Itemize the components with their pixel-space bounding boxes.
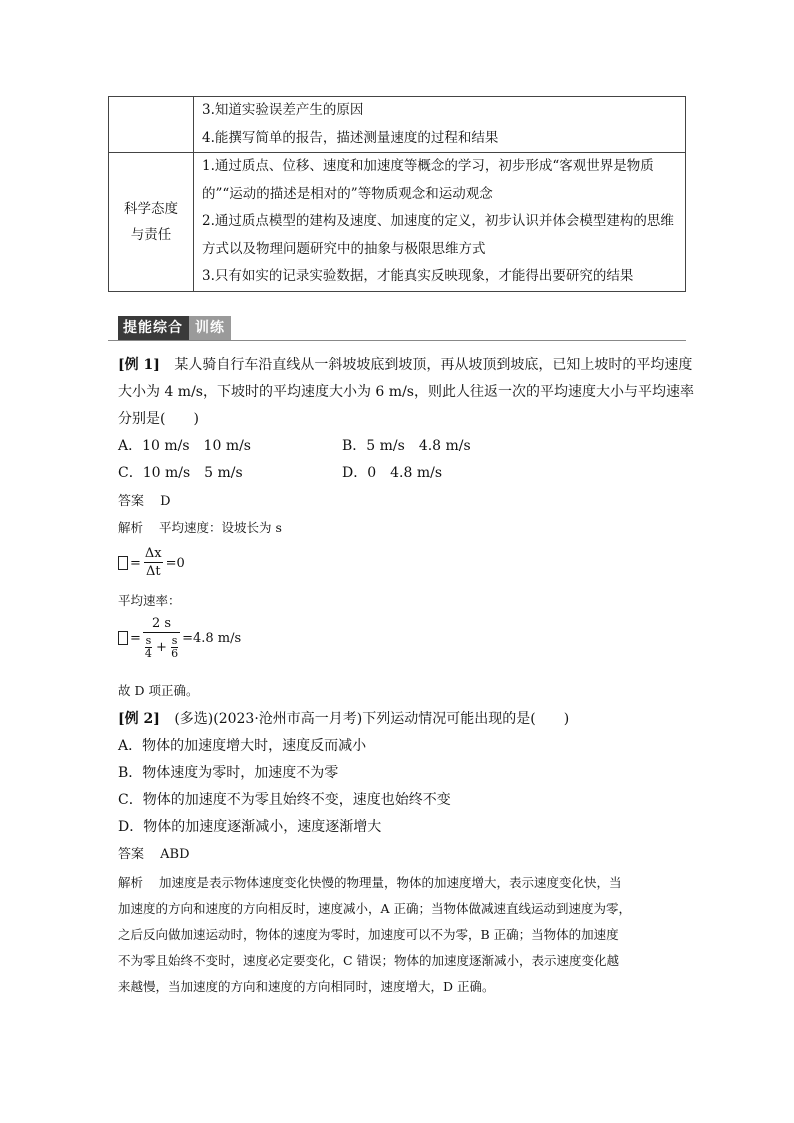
table-line: 3.知道实验误差产生的原因 [202,102,364,118]
table-row [109,153,686,292]
table-line: 3.只有如实的记录实验数据，才能真实反映现象，才能得出要研究的结果 [202,268,634,284]
example2-question-line [118,706,569,732]
table-row [109,97,686,153]
answer-label: 答案 [118,494,145,509]
fraction [143,616,180,660]
speed-symbol-icon [118,631,128,645]
example1-option-c: C．10 m/s 5 m/s [118,465,243,481]
table-line: 方式以及物理问题研究中的抽象与极限思维方式 [202,240,486,257]
mini-numerator: s [145,634,152,647]
example1-question-text: 某人骑自行车沿直线从一斜坡坡底到坡顶，再从坡顶到坡底，已知上坡时的平均速度 [174,357,693,373]
table-content-cell [194,153,686,292]
banner-title: 提能综合 [118,316,189,340]
example2-answer [118,842,190,868]
example2-label: [例 2] [118,711,160,727]
table-content-cell [194,97,686,153]
example1-option-b: B．5 m/s 4.8 m/s [342,438,471,454]
example1-question-line: 分别是( ) [118,411,199,427]
analysis-text: 加速度是表示物体速度变化快慢的物理量，物体的加速度增大，表示速度变化快，当 [159,875,622,890]
example1-option-d: D．0 4.8 m/s [342,465,443,481]
formula-result: =4.8 m/s [182,630,242,646]
example2-analysis-line: 加速度的方向和速度的方向相反时，速度减小，A 正确；当物体做减速直线运动到速度为零， [118,901,632,916]
example1-label: [例 1] [118,357,160,373]
example1-answer [118,489,171,515]
section-divider [108,340,686,341]
answer-label: 答案 [118,847,145,862]
mini-numerator: s [171,634,178,647]
mini-fraction [171,635,178,660]
velocity-symbol-icon [118,556,128,570]
example2-analysis-line: 之后反向做加速运动时，物体的速度为零时，加速度可以不为零，B 正确；当物体的加速度 [118,927,619,942]
analysis-intro: 平均速度：设坡长为 s [159,520,282,535]
table-label-line: 科学态度 [124,200,178,217]
average-speed-label: 平均速率： [118,593,181,608]
mini-denominator: 4 [144,647,152,660]
example1-question-line [118,352,692,378]
example1-conclusion: 故 D 项正确。 [118,683,199,698]
answer-value: D [160,494,171,509]
table-line: 的”“运动的描述是相对的”等物质观念和运动观念 [202,185,493,202]
example2-option-c: C．物体的加速度不为零且始终不变，速度也始终不变 [118,792,451,808]
example2-analysis-line [118,870,622,896]
mini-denominator: 6 [171,647,179,660]
table-line: 4.能撰写简单的报告，描述测量速度的过程和结果 [202,129,499,146]
table-line: 1.通过质点、位移、速度和加速度等概念的学习，初步形成“客观世界是物质 [202,158,654,174]
plus-sign: + [156,640,167,655]
section-banner [118,316,231,340]
example2-analysis-line: 来越慢，当加速度的方向和速度的方向相同时，速度增大，D 正确。 [118,979,495,994]
average-speed-formula: = 2 s $\frac{s}{4}$ + $\frac{s}{6}$ =4.8 m/s [118,616,241,660]
table-label-cell-empty [109,97,194,153]
example1-question-line: 大小为 4 m/s，下坡时的平均速度大小为 6 m/s，则此人往返一次的平均速度大小与平均速率 [118,384,694,400]
mini-fraction [145,635,152,660]
average-velocity-formula: = $\frac{\Delta x}{\Delta t}$ =0 [118,546,185,580]
banner-subtitle: 训练 [189,316,231,340]
analysis-label: 解析 [118,520,144,535]
table-label-cell [109,153,194,292]
example2-question-text: (多选)(2023·沧州市高一月考)下列运动情况可能出现的是( ) [174,711,570,727]
table-line: 2.通过质点模型的建构及速度、加速度的定义，初步认识并体会模型建构的思维 [202,213,674,229]
fraction [143,546,164,580]
example1-option-a: A．10 m/s 10 m/s [118,438,251,454]
formula-result: =0 [165,555,185,571]
analysis-label: 解析 [118,875,144,890]
fraction-denominator [143,632,180,660]
fraction-numerator: 2 s [151,616,172,631]
fraction-denominator: Δt [145,564,161,579]
example2-option-b: B．物体速度为零时，加速度不为零 [118,765,339,781]
fraction-numerator: Δx [144,546,162,561]
table-label-line: 与责任 [130,226,172,243]
example2-option-a: A．物体的加速度增大时，速度反而减小 [118,738,367,754]
example1-analysis [118,515,282,541]
answer-value: ABD [160,847,190,862]
example2-option-d: D．物体的加速度逐渐减小，速度逐渐增大 [118,819,382,835]
competency-table [108,96,686,292]
example2-analysis-line: 不为零且始终不变时，速度必定要变化，C 错误；物体的加速度逐渐减小，表示速度变化越 [118,953,620,968]
